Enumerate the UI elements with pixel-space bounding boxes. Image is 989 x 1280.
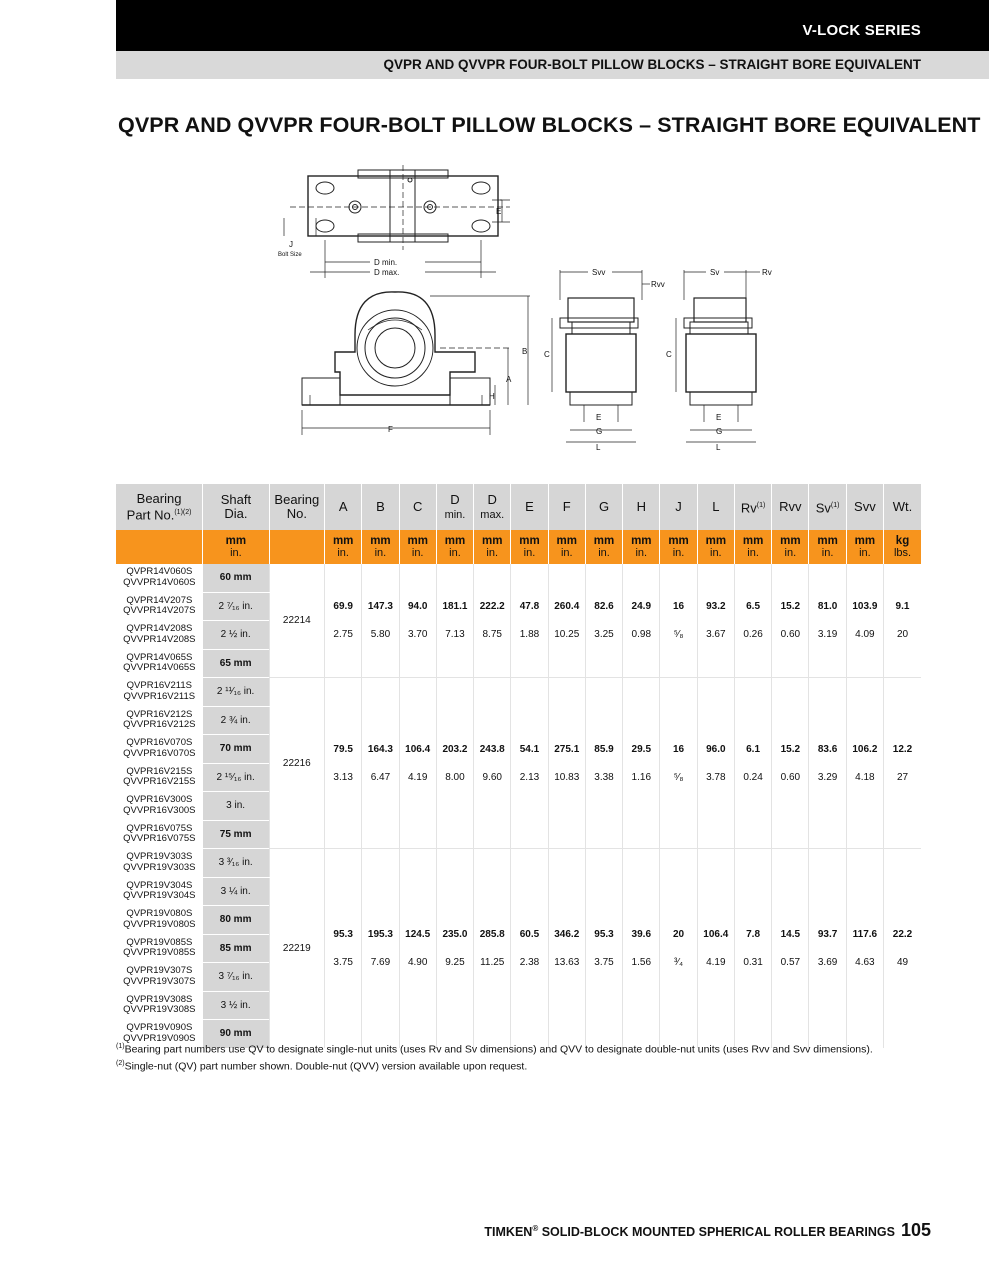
shaft-dia-cell: 90 mm	[203, 1020, 269, 1049]
col-d-min: D min.	[436, 484, 473, 530]
unit-cell-empty	[116, 530, 203, 564]
shaft-dia-cell: 3 ½ in.	[203, 991, 269, 1020]
svg-text:D min.: D min.	[374, 258, 398, 267]
dimension-cell: 69.9 2.75	[325, 564, 362, 678]
svg-text:G: G	[716, 427, 723, 436]
series-label: V-LOCK SERIES	[802, 22, 921, 39]
part-number-cell: QVPR16V215S QVVPR16V215S	[116, 763, 203, 792]
dimension-cell: 235.0 9.25	[436, 849, 473, 1049]
bearing-no-cell: 22216	[269, 678, 324, 849]
dimension-cell: 6.5 0.26	[734, 564, 771, 678]
dimension-cell: 60.5 2.38	[511, 849, 548, 1049]
units-row	[116, 530, 921, 564]
col-svv: Svv	[846, 484, 883, 530]
svg-text:Bolt Size: Bolt Size	[278, 252, 302, 258]
shaft-dia-cell: 65 mm	[203, 649, 269, 678]
unit-cell: mm in.	[772, 530, 809, 564]
shaft-dia-cell: 2 ⁷⁄₁₆ in.	[203, 592, 269, 621]
col-l: L	[697, 484, 734, 530]
shaft-dia-cell: 3 in.	[203, 792, 269, 821]
footnote-2: $^{(2)}$Single-nut (QV) part number shown. Double-nut (QVV) version available upon request.	[116, 1059, 528, 1072]
part-number-cell: QVPR14V060S QVVPR14V060S	[116, 564, 203, 592]
page-footer	[484, 1220, 931, 1241]
side-view-single-nut	[666, 268, 772, 452]
svg-text:A: A	[506, 375, 512, 384]
table-row	[116, 564, 921, 592]
col-wt: Wt.	[884, 484, 921, 530]
unit-cell: mm in.	[846, 530, 883, 564]
part-number-cell: QVPR19V085S QVVPR19V085S	[116, 934, 203, 963]
dimension-cell: 22.2 49	[884, 849, 921, 1049]
unit-cell-shaft: mm in.	[203, 530, 269, 564]
page-number: 105	[900, 1220, 931, 1240]
dimension-cell: 243.8 9.60	[474, 678, 511, 849]
part-number-cell: QVPR19V304S QVVPR19V304S	[116, 877, 203, 906]
dimension-cell: 96.0 3.78	[697, 678, 734, 849]
unit-cell: mm in.	[325, 530, 362, 564]
svg-text:E: E	[496, 207, 502, 216]
dimension-cell: 95.3 3.75	[325, 849, 362, 1049]
col-part-no: Bearing Part No.$^{(1)(2)}$	[116, 484, 203, 530]
bearing-no-cell: 22219	[269, 849, 324, 1049]
dimension-cell: 106.2 4.18	[846, 678, 883, 849]
col-c: C	[399, 484, 436, 530]
dimension-cell: 93.7 3.69	[809, 849, 846, 1049]
dimension-cell: 117.6 4.63	[846, 849, 883, 1049]
dimension-cell: 124.5 4.90	[399, 849, 436, 1049]
table-row	[116, 678, 921, 707]
svg-text:B: B	[522, 347, 528, 356]
shaft-dia-cell: 3 ¼ in.	[203, 877, 269, 906]
section-bar	[116, 51, 989, 79]
pillow-block-drawing	[270, 160, 790, 460]
svg-text:L: L	[596, 443, 601, 452]
footer-brand: TIMKEN	[484, 1225, 533, 1239]
svg-text:Svv: Svv	[592, 268, 606, 277]
col-f: F	[548, 484, 585, 530]
shaft-dia-cell: 2 ¹⁵⁄₁₆ in.	[203, 763, 269, 792]
col-sv: Sv$^{(1)}$	[809, 484, 846, 530]
unit-cell: mm in.	[660, 530, 697, 564]
dimension-cell: 7.8 0.31	[734, 849, 771, 1049]
dimension-cell: 29.5 1.16	[623, 678, 660, 849]
shaft-dia-cell: 2 ¾ in.	[203, 706, 269, 735]
unit-cell: mm in.	[623, 530, 660, 564]
part-number-cell: QVPR19V303S QVVPR19V303S	[116, 849, 203, 878]
footnotes	[116, 1040, 936, 1073]
unit-cell: mm in.	[548, 530, 585, 564]
page-title: QVPR AND QVVPR FOUR-BOLT PILLOW BLOCKS – STRAIGHT BORE EQUIVALENT	[118, 113, 981, 137]
dimension-cell: 14.5 0.57	[772, 849, 809, 1049]
part-number-cell: QVPR14V065S QVVPR14V065S	[116, 649, 203, 678]
col-h: H	[623, 484, 660, 530]
top-view	[278, 165, 510, 278]
col-j: J	[660, 484, 697, 530]
svg-text:G: G	[596, 427, 603, 436]
table-body	[116, 564, 921, 1048]
unit-cell: mm in.	[585, 530, 622, 564]
table-header-row	[116, 484, 921, 530]
part-number-cell: QVPR19V308S QVVPR19V308S	[116, 991, 203, 1020]
shaft-dia-cell: 2 ½ in.	[203, 621, 269, 650]
shaft-dia-cell: 3 ⁷⁄₁₆ in.	[203, 963, 269, 992]
dimension-cell: 16 ⁵⁄₈	[660, 564, 697, 678]
footnote-1: $^{(1)}$Bearing part numbers use QV to designate single-nut units (uses Rv and Sv dimensions) and QVV to designate double-nut units (uses Rvv and Svv dimensions).	[116, 1043, 873, 1056]
svg-text:Rvv: Rvv	[651, 280, 665, 289]
dimension-cell: 106.4 4.19	[399, 678, 436, 849]
shaft-dia-cell: 60 mm	[203, 564, 269, 592]
svg-text:Sv: Sv	[710, 268, 720, 277]
svg-text:D max.: D max.	[374, 268, 400, 277]
col-b: B	[362, 484, 399, 530]
part-number-cell: QVPR16V075S QVVPR16V075S	[116, 820, 203, 849]
shaft-dia-cell: 85 mm	[203, 934, 269, 963]
unit-cell: mm in.	[511, 530, 548, 564]
dimension-cell: 15.2 0.60	[772, 678, 809, 849]
unit-cell-wt: kg lbs.	[884, 530, 921, 564]
unit-cell-bearing-no	[269, 530, 324, 564]
col-rv: Rv$^{(1)}$	[734, 484, 771, 530]
dimension-cell: 94.0 3.70	[399, 564, 436, 678]
svg-text:F: F	[388, 425, 393, 434]
svg-text:L: L	[716, 443, 721, 452]
part-number-cell: QVPR19V080S QVVPR19V080S	[116, 906, 203, 935]
part-number-cell: QVPR16V212S QVVPR16V212S	[116, 706, 203, 735]
col-a: A	[325, 484, 362, 530]
col-d-max: D max.	[474, 484, 511, 530]
dimension-cell: 82.6 3.25	[585, 564, 622, 678]
dimension-cell: 20 ³⁄₄	[660, 849, 697, 1049]
bearing-no-cell: 22214	[269, 564, 324, 678]
dimension-cell: 195.3 7.69	[362, 849, 399, 1049]
svg-text:E: E	[716, 413, 722, 422]
svg-text:C: C	[666, 350, 672, 359]
unit-cell: mm in.	[474, 530, 511, 564]
part-number-cell: QVPR14V208S QVVPR14V208S	[116, 621, 203, 650]
dimension-cell: 85.9 3.38	[585, 678, 622, 849]
unit-cell: mm in.	[697, 530, 734, 564]
unit-cell: mm in.	[734, 530, 771, 564]
dimension-cell: 54.1 2.13	[511, 678, 548, 849]
side-view-double-nut	[544, 268, 665, 452]
col-e: E	[511, 484, 548, 530]
dimension-cell: 164.3 6.47	[362, 678, 399, 849]
dimension-cell: 81.0 3.19	[809, 564, 846, 678]
dimension-cell: 203.2 8.00	[436, 678, 473, 849]
svg-text:C: C	[544, 350, 550, 359]
part-number-cell: QVPR16V300S QVVPR16V300S	[116, 792, 203, 821]
shaft-dia-cell: 75 mm	[203, 820, 269, 849]
svg-text:H: H	[489, 392, 495, 401]
dimension-cell: 93.2 3.67	[697, 564, 734, 678]
dimension-cell: 95.3 3.75	[585, 849, 622, 1049]
dimension-cell: 103.9 4.09	[846, 564, 883, 678]
dimension-cell: 285.8 11.25	[474, 849, 511, 1049]
unit-cell: mm in.	[436, 530, 473, 564]
col-rvv: Rvv	[772, 484, 809, 530]
shaft-dia-cell: 70 mm	[203, 735, 269, 764]
svg-text:J: J	[289, 240, 293, 249]
unit-cell: mm in.	[809, 530, 846, 564]
dimension-cell: 39.6 1.56	[623, 849, 660, 1049]
dimension-cell: 83.6 3.29	[809, 678, 846, 849]
col-bearing-no: Bearing No.	[269, 484, 324, 530]
dimension-cell: 15.2 0.60	[772, 564, 809, 678]
dimension-cell: 24.9 0.98	[623, 564, 660, 678]
front-view	[302, 292, 530, 435]
shaft-dia-cell: 2 ¹¹⁄₁₆ in.	[203, 678, 269, 707]
dimension-cell: 12.2 27	[884, 678, 921, 849]
shaft-dia-cell: 3 ³⁄₁₆ in.	[203, 849, 269, 878]
dimension-cell: 6.1 0.24	[734, 678, 771, 849]
dimension-cell: 222.2 8.75	[474, 564, 511, 678]
svg-text:Rv: Rv	[762, 268, 772, 277]
dimension-cell: 346.2 13.63	[548, 849, 585, 1049]
dimension-cell: 79.5 3.13	[325, 678, 362, 849]
part-number-cell: QVPR19V307S QVVPR19V307S	[116, 963, 203, 992]
dimensions-table	[116, 484, 921, 1049]
col-g: G	[585, 484, 622, 530]
part-number-cell: QVPR16V211S QVVPR16V211S	[116, 678, 203, 707]
col-shaft-dia: Shaft Dia.	[203, 484, 269, 530]
dimension-cell: 260.4 10.25	[548, 564, 585, 678]
unit-cell: mm in.	[399, 530, 436, 564]
section-label: QVPR AND QVVPR FOUR-BOLT PILLOW BLOCKS – STRAIGHT BORE EQUIVALENT	[383, 57, 921, 72]
dimension-cell: 106.4 4.19	[697, 849, 734, 1049]
dimension-cell: 9.1 20	[884, 564, 921, 678]
dimension-cell: 147.3 5.80	[362, 564, 399, 678]
series-bar	[116, 0, 989, 51]
dimension-cell: 275.1 10.83	[548, 678, 585, 849]
part-number-cell: QVPR16V070S QVVPR16V070S	[116, 735, 203, 764]
dimension-cell: 181.1 7.13	[436, 564, 473, 678]
footer-reg: ®	[532, 1223, 539, 1233]
table-row	[116, 849, 921, 878]
dimension-cell: 16 ⁵⁄₈	[660, 678, 697, 849]
footer-text: SOLID-BLOCK MOUNTED SPHERICAL ROLLER BEARINGS	[538, 1225, 895, 1239]
svg-text:E: E	[596, 413, 602, 422]
part-number-cell: QVPR14V207S QVVPR14V207S	[116, 592, 203, 621]
dimension-cell: 47.8 1.88	[511, 564, 548, 678]
shaft-dia-cell: 80 mm	[203, 906, 269, 935]
part-number-cell: QVPR19V090S QVVPR19V090S	[116, 1020, 203, 1049]
unit-cell: mm in.	[362, 530, 399, 564]
